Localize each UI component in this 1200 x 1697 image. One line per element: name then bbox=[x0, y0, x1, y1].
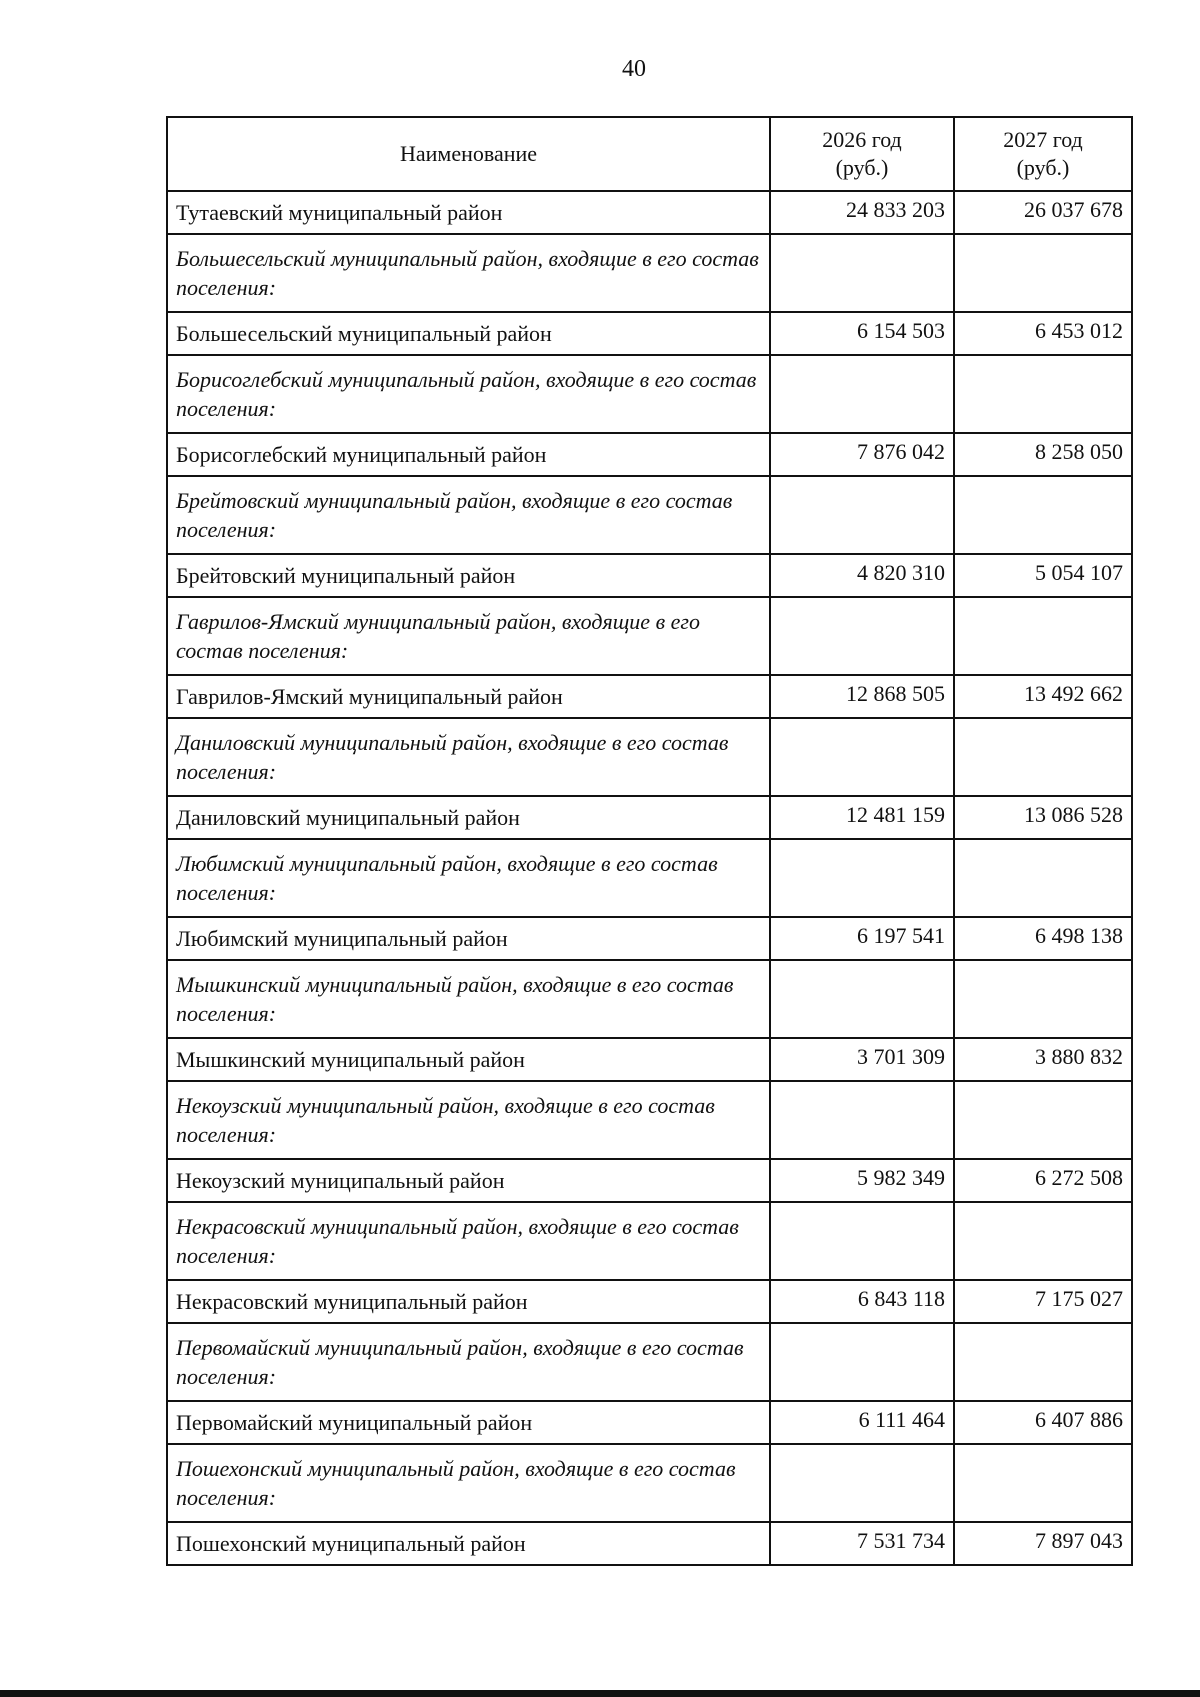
cell-2027 bbox=[954, 234, 1132, 312]
table-row bbox=[167, 1401, 1132, 1444]
cell-name: Первомайский муниципальный район, входящие в его состав поселения: bbox=[167, 1323, 770, 1401]
cell-name: Пошехонский муниципальный район, входящие в его состав поселения: bbox=[167, 1444, 770, 1522]
cell-name: Мышкинский муниципальный район bbox=[167, 1038, 770, 1081]
cell-name: Большесельский муниципальный район bbox=[167, 312, 770, 355]
cell-2027 bbox=[954, 1081, 1132, 1159]
cell-2026: 6 197 541 bbox=[770, 917, 954, 960]
table-row-group-heading bbox=[167, 597, 1132, 675]
cell-2027: 26 037 678 bbox=[954, 191, 1132, 234]
table-header bbox=[167, 117, 1132, 191]
cell-2027: 7 175 027 bbox=[954, 1280, 1132, 1323]
cell-2026 bbox=[770, 476, 954, 554]
cell-2026: 12 481 159 bbox=[770, 796, 954, 839]
cell-2026 bbox=[770, 839, 954, 917]
cell-2027 bbox=[954, 1202, 1132, 1280]
table-row bbox=[167, 1280, 1132, 1323]
cell-2026: 4 820 310 bbox=[770, 554, 954, 597]
cell-name: Гаврилов-Ямский муниципальный район, входящие в его состав поселения: bbox=[167, 597, 770, 675]
cell-2027 bbox=[954, 718, 1132, 796]
cell-2027 bbox=[954, 960, 1132, 1038]
cell-name: Любимский муниципальный район bbox=[167, 917, 770, 960]
cell-2027 bbox=[954, 476, 1132, 554]
table-body bbox=[167, 191, 1132, 1565]
cell-name: Большесельский муниципальный район, входящие в его состав поселения: bbox=[167, 234, 770, 312]
cell-2026 bbox=[770, 960, 954, 1038]
cell-2026: 6 154 503 bbox=[770, 312, 954, 355]
table-row-group-heading bbox=[167, 476, 1132, 554]
cell-2026: 24 833 203 bbox=[770, 191, 954, 234]
cell-2026 bbox=[770, 1323, 954, 1401]
header-row bbox=[167, 117, 1132, 191]
table-row-group-heading bbox=[167, 1202, 1132, 1280]
cell-name: Некрасовский муниципальный район, входящие в его состав поселения: bbox=[167, 1202, 770, 1280]
cell-name: Брейтовский муниципальный район bbox=[167, 554, 770, 597]
table-row bbox=[167, 433, 1132, 476]
cell-2027 bbox=[954, 839, 1132, 917]
budget-table bbox=[166, 116, 1133, 1566]
cell-2026 bbox=[770, 1081, 954, 1159]
cell-2027 bbox=[954, 355, 1132, 433]
cell-name: Некоузский муниципальный район, входящие в его состав поселения: bbox=[167, 1081, 770, 1159]
table-row bbox=[167, 312, 1132, 355]
table-row bbox=[167, 191, 1132, 234]
cell-2026 bbox=[770, 1444, 954, 1522]
table-row bbox=[167, 1038, 1132, 1081]
cell-name: Мышкинский муниципальный район, входящие в его состав поселения: bbox=[167, 960, 770, 1038]
cell-name: Даниловский муниципальный район bbox=[167, 796, 770, 839]
table-row-group-heading bbox=[167, 355, 1132, 433]
table-row bbox=[167, 554, 1132, 597]
header-year-2027-label: 2027 год bbox=[1003, 127, 1083, 152]
cell-name: Первомайский муниципальный район bbox=[167, 1401, 770, 1444]
cell-name: Борисоглебский муниципальный район bbox=[167, 433, 770, 476]
cell-2027: 8 258 050 bbox=[954, 433, 1132, 476]
table-row-group-heading bbox=[167, 1444, 1132, 1522]
scan-bottom-edge bbox=[0, 1690, 1200, 1697]
cell-2027: 6 407 886 bbox=[954, 1401, 1132, 1444]
table-row-group-heading bbox=[167, 718, 1132, 796]
cell-2027: 6 453 012 bbox=[954, 312, 1132, 355]
cell-2026 bbox=[770, 234, 954, 312]
page-number: 40 bbox=[622, 56, 646, 82]
header-year-2026-unit: (руб.) bbox=[835, 155, 889, 180]
table-row bbox=[167, 796, 1132, 839]
cell-2027: 7 897 043 bbox=[954, 1522, 1132, 1565]
cell-name: Пошехонский муниципальный район bbox=[167, 1522, 770, 1565]
table-row bbox=[167, 1522, 1132, 1565]
cell-name: Борисоглебский муниципальный район, входящие в его состав поселения: bbox=[167, 355, 770, 433]
cell-2026: 6 111 464 bbox=[770, 1401, 954, 1444]
table-row-group-heading bbox=[167, 839, 1132, 917]
cell-2027: 13 086 528 bbox=[954, 796, 1132, 839]
cell-2027: 3 880 832 bbox=[954, 1038, 1132, 1081]
cell-2026: 7 531 734 bbox=[770, 1522, 954, 1565]
table-row bbox=[167, 917, 1132, 960]
cell-2026: 6 843 118 bbox=[770, 1280, 954, 1323]
cell-name: Некрасовский муниципальный район bbox=[167, 1280, 770, 1323]
cell-name: Даниловский муниципальный район, входящие в его состав поселения: bbox=[167, 718, 770, 796]
cell-2027 bbox=[954, 597, 1132, 675]
cell-2027 bbox=[954, 1444, 1132, 1522]
cell-name: Некоузский муниципальный район bbox=[167, 1159, 770, 1202]
table-row-group-heading bbox=[167, 1081, 1132, 1159]
cell-name: Брейтовский муниципальный район, входящие в его состав поселения: bbox=[167, 476, 770, 554]
cell-2026: 7 876 042 bbox=[770, 433, 954, 476]
cell-2026 bbox=[770, 597, 954, 675]
header-year-2026-label: 2026 год bbox=[822, 127, 902, 152]
table-row-group-heading bbox=[167, 234, 1132, 312]
cell-name: Гаврилов-Ямский муниципальный район bbox=[167, 675, 770, 718]
cell-2027 bbox=[954, 1323, 1132, 1401]
table-row bbox=[167, 1159, 1132, 1202]
cell-2026 bbox=[770, 1202, 954, 1280]
cell-2027: 13 492 662 bbox=[954, 675, 1132, 718]
cell-name: Тутаевский муниципальный район bbox=[167, 191, 770, 234]
cell-2026: 3 701 309 bbox=[770, 1038, 954, 1081]
cell-2026 bbox=[770, 355, 954, 433]
header-year-2026 bbox=[770, 117, 954, 191]
cell-2026: 5 982 349 bbox=[770, 1159, 954, 1202]
table-row bbox=[167, 675, 1132, 718]
header-year-2027-unit: (руб.) bbox=[1016, 155, 1070, 180]
table-row-group-heading bbox=[167, 1323, 1132, 1401]
table-row-group-heading bbox=[167, 960, 1132, 1038]
cell-2027: 6 498 138 bbox=[954, 917, 1132, 960]
cell-2027: 5 054 107 bbox=[954, 554, 1132, 597]
header-name bbox=[167, 117, 770, 191]
cell-2026 bbox=[770, 718, 954, 796]
cell-2027: 6 272 508 bbox=[954, 1159, 1132, 1202]
header-year-2027 bbox=[954, 117, 1132, 191]
header-name-label: Наименование bbox=[399, 141, 538, 166]
cell-2026: 12 868 505 bbox=[770, 675, 954, 718]
cell-name: Любимский муниципальный район, входящие в его состав поселения: bbox=[167, 839, 770, 917]
